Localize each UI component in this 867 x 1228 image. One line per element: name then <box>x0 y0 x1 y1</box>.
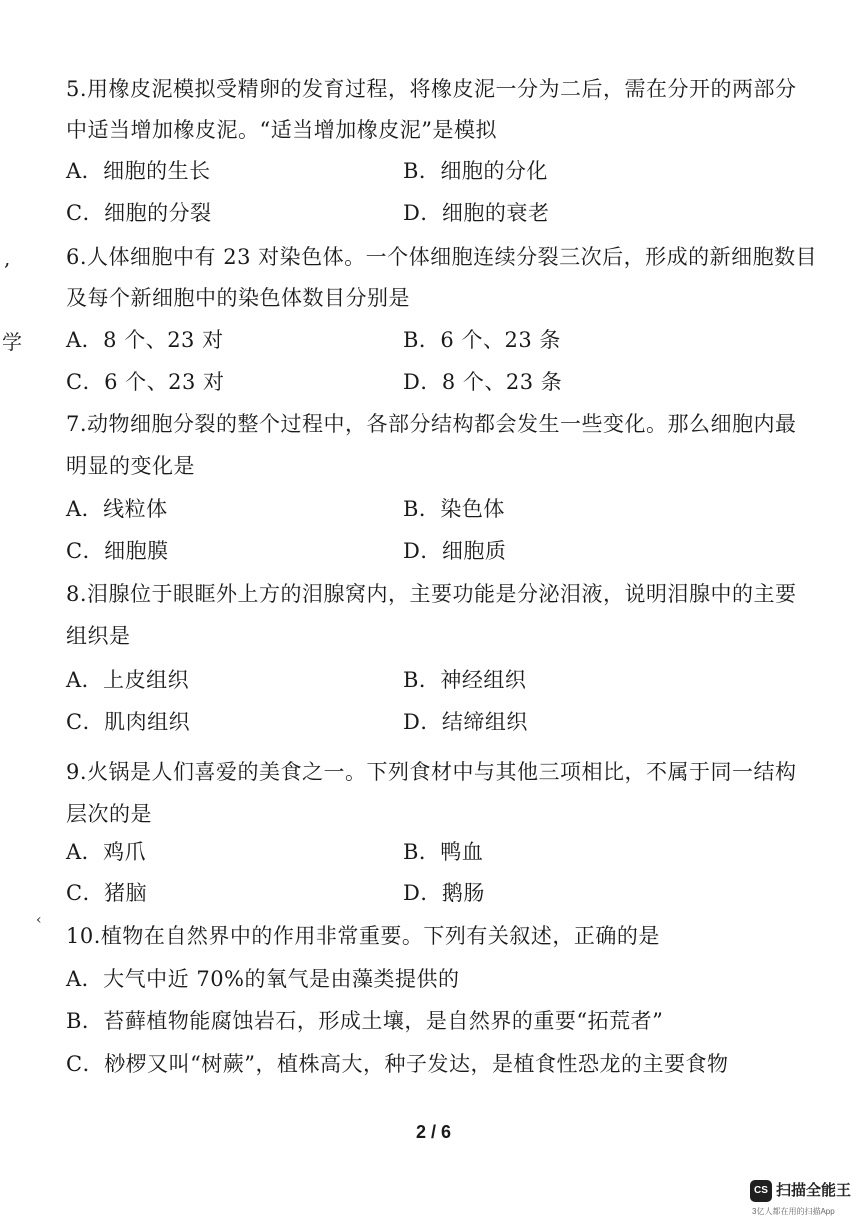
watermark-tagline: 3亿人都在用的扫描App <box>752 1207 835 1216</box>
question-stem: 5.用橡皮泥模拟受精卵的发育过程，将橡皮泥一分为二后，需在分开的两部分 <box>66 77 797 101</box>
option-a: A．细胞的生长 <box>66 159 211 183</box>
scanner-watermark <box>750 1180 862 1220</box>
option-b: B．染色体 <box>403 497 505 521</box>
option-d: D．细胞质 <box>403 539 507 563</box>
margin-mark-bracket: ‹ <box>36 912 42 928</box>
question-stem: 8.泪腺位于眼眶外上方的泪腺窝内，主要功能是分泌泪液，说明泪腺中的主要 <box>66 582 797 606</box>
option-d: D．鹅肠 <box>403 881 485 905</box>
option-d: D．细胞的衰老 <box>403 201 550 225</box>
question-stem: 及每个新细胞中的染色体数目分别是 <box>66 286 410 310</box>
margin-mark-char: 学 <box>2 330 22 354</box>
question-stem: 层次的是 <box>66 802 152 826</box>
option-c: C．细胞的分裂 <box>66 201 212 225</box>
option-a: A．8 个、23 对 <box>66 328 224 352</box>
question-stem: 明显的变化是 <box>66 454 195 478</box>
option-c: C．猪脑 <box>66 881 148 905</box>
option-b: B．苔藓植物能腐蚀岩石，形成土壤，是自然界的重要“拓荒者” <box>66 1009 664 1033</box>
option-b: B．神经组织 <box>403 668 527 692</box>
option-a: A．大气中近 70%的氧气是由藻类提供的 <box>66 967 460 991</box>
option-c: C．细胞膜 <box>66 539 169 563</box>
watermark-name: 扫描全能王 <box>776 1182 852 1199</box>
question-stem: 中适当增加橡皮泥。“适当增加橡皮泥”是模拟 <box>66 118 497 142</box>
option-d: D．8 个、23 条 <box>403 370 563 394</box>
option-a: A．上皮组织 <box>66 668 190 692</box>
page-number: 2 / 6 <box>415 1122 452 1142</box>
question-stem: 9.火锅是人们喜爱的美食之一。下列食材中与其他三项相比，不属于同一结构 <box>66 760 797 784</box>
option-b: B．6 个、23 条 <box>403 328 561 352</box>
option-d: D．结缔组织 <box>403 710 528 734</box>
question-stem: 6.人体细胞中有 23 对染色体。一个体细胞连续分裂三次后，形成的新细胞数目 <box>66 245 818 269</box>
margin-mark-comma: , <box>4 246 11 270</box>
option-c: C．肌肉组织 <box>66 710 191 734</box>
option-c: C．6 个、23 对 <box>66 370 225 394</box>
question-stem: 10.植物在自然界中的作用非常重要。下列有关叙述，正确的是 <box>66 924 660 948</box>
option-b: B．鸭血 <box>403 840 484 864</box>
option-a: A．鸡爪 <box>66 840 147 864</box>
option-b: B．细胞的分化 <box>403 159 548 183</box>
option-c: C．桫椤又叫“树蕨”，植株高大，种子发达，是植食性恐龙的主要食物 <box>66 1052 729 1076</box>
option-a: A．线粒体 <box>66 497 168 521</box>
camscanner-logo-icon: CS <box>750 1180 772 1202</box>
question-stem: 7.动物细胞分裂的整个过程中，各部分结构都会发生一些变化。那么细胞内最 <box>66 412 797 436</box>
question-stem: 组织是 <box>66 624 131 648</box>
